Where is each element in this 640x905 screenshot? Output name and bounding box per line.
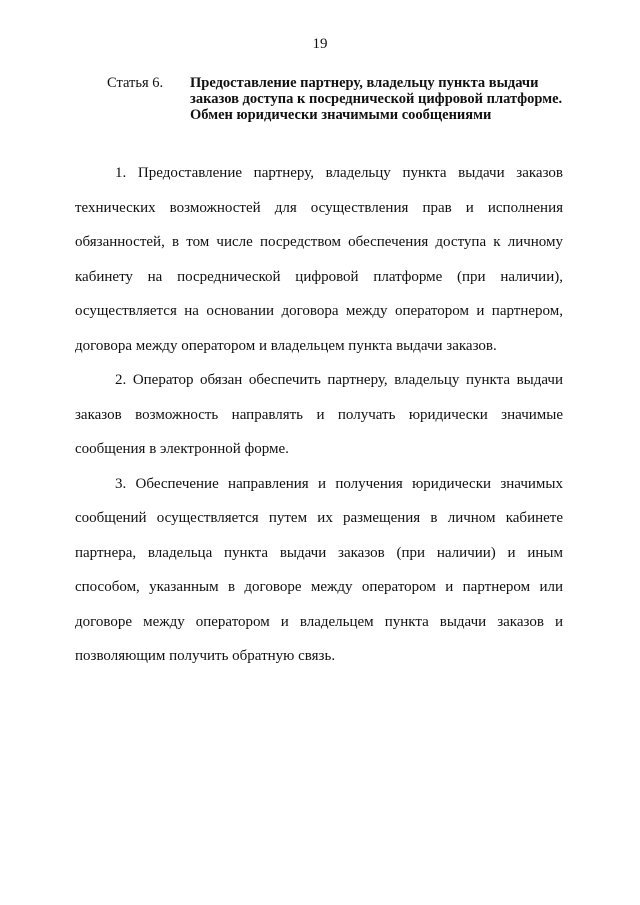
article-title: Предоставление партнеру, владельцу пункта выдачи заказов доступа к посреднической цифровой платформе. Обмен юридически значимыми сообщениями — [190, 75, 563, 123]
paragraph-2: 2. Оператор обязан обеспечить партнеру, владельцу пункта выдачи заказов возможность направлять и получать юридически значимые сообщения в электронной форме. — [75, 372, 563, 457]
page-number: 19 — [312, 36, 328, 52]
article-header — [107, 75, 577, 123]
paragraph-3: 3. Обеспечение направления и получения юридически значимых сообщений осуществляется путем их размещения в личном кабинете партнера, владельца пункта выдачи заказов (при наличии) и иным способом, указанным в договоре между оператором и партнером или договоре между оператором и владельцем пункта выдачи заказов и позволяющим получить обратную связь. — [75, 475, 563, 664]
article-body — [75, 156, 563, 674]
article-label: Статья 6. — [107, 75, 164, 91]
paragraph-1: 1. Предоставление партнеру, владельцу пункта выдачи заказов технических возможностей для осуществления прав и исполнения обязанностей, в том числе посредством обеспечения доступа к личному кабинету на посреднической цифровой платформе (при наличии), осуществляется на основании договора между оператором и партнером, договора между оператором и владельцем пункта выдачи заказов. — [75, 165, 563, 354]
